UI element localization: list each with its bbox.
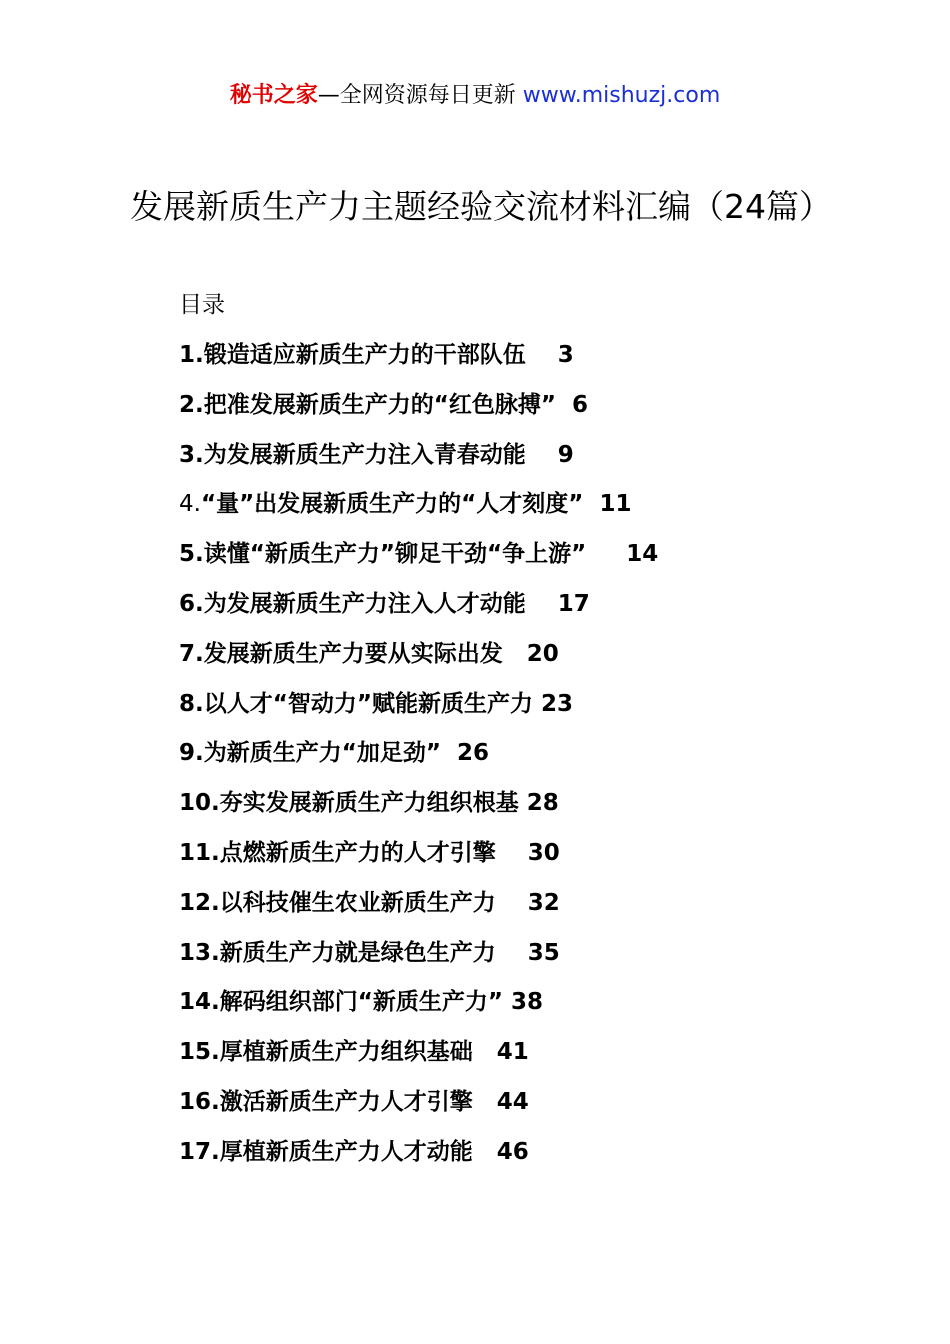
toc-item-page: 44 — [496, 1088, 529, 1115]
toc-item-gap — [503, 641, 527, 667]
toc-item-number: 16. — [179, 1088, 220, 1115]
toc-item-number: 7. — [179, 640, 204, 667]
toc-item-gap — [526, 342, 558, 368]
toc-item-number: 4. — [179, 491, 201, 518]
toc-item-page: 23 — [541, 690, 574, 717]
toc-item-page: 20 — [526, 640, 559, 667]
toc-item — [179, 1135, 658, 1185]
toc-item-gap — [496, 840, 528, 866]
toc-item-title: 以人才“智动力”赋能新质生产力 — [203, 690, 533, 717]
toc-item-number: 8. — [179, 690, 204, 717]
toc-heading: 目录 — [179, 292, 225, 318]
toc-item — [179, 836, 658, 886]
toc-item-gap — [519, 790, 527, 816]
toc-item-page: 14 — [626, 541, 659, 568]
toc-item-number: 9. — [179, 740, 204, 767]
toc-item-number: 2. — [179, 391, 204, 418]
toc-item-gap — [526, 591, 558, 617]
toc-item-gap — [473, 1089, 497, 1115]
toc-item-gap — [441, 740, 457, 766]
toc-item-number: 5. — [179, 541, 204, 568]
toc-item-title: 厚植新质生产力组织基础 — [219, 1039, 473, 1066]
toc-item-page: 46 — [496, 1138, 529, 1165]
toc-item-number: 6. — [179, 590, 204, 617]
toc-item-title: 读懂“新质生产力”铆足干劲“争上游” — [203, 541, 587, 568]
toc-item-page: 28 — [526, 790, 559, 817]
toc-item-title: 激活新质生产力人才引擎 — [219, 1088, 473, 1115]
toc-item-page: 9 — [557, 441, 574, 468]
toc-item — [179, 537, 658, 587]
toc-item-number: 10. — [179, 790, 220, 817]
toc-item — [179, 886, 658, 936]
toc-item-number: 3. — [179, 441, 204, 468]
toc-item-title: 为发展新质生产力注入人才动能 — [203, 590, 526, 617]
toc-item-page: 35 — [527, 939, 560, 966]
toc-item-number: 1. — [179, 342, 204, 368]
toc-item-title: 点燃新质生产力的人才引擎 — [219, 839, 496, 866]
toc-item — [179, 487, 658, 537]
toc-item-gap — [586, 541, 626, 567]
toc-item-number: 17. — [179, 1138, 220, 1165]
toc-item — [179, 438, 658, 488]
toc-item-title: 夯实发展新质生产力组织根基 — [219, 790, 519, 817]
toc-item — [179, 687, 658, 737]
toc-item — [179, 637, 658, 687]
toc-item — [179, 736, 658, 786]
toc-item-title: 为新质生产力“加足劲” — [203, 740, 441, 767]
toc-item-page: 17 — [557, 590, 590, 617]
site-header — [0, 80, 950, 112]
toc-item-title: 为发展新质生产力注入青春动能 — [203, 441, 526, 468]
toc-item-page: 41 — [496, 1039, 529, 1066]
toc-item-gap — [556, 392, 572, 418]
toc-item-page: 26 — [457, 740, 490, 767]
toc-item-gap — [526, 442, 558, 468]
toc-item-title: 锻造适应新质生产力的干部队伍 — [203, 342, 526, 368]
toc-item-page: 6 — [572, 391, 589, 418]
toc-item-number: 12. — [179, 889, 220, 916]
toc-item-number: 15. — [179, 1039, 220, 1066]
toc-item-gap — [533, 691, 541, 717]
document-title: 发展新质生产力主题经验交流材料汇编（24篇） — [130, 187, 832, 226]
toc-item — [179, 587, 658, 637]
toc-item — [179, 1035, 658, 1085]
toc-item-gap — [473, 1139, 497, 1165]
toc-item — [179, 936, 658, 986]
brand-name: 秘书之家 — [229, 83, 318, 108]
toc-item-page: 11 — [599, 491, 632, 518]
toc-item-page: 30 — [527, 839, 560, 866]
toc-item-title: 把准发展新质生产力的“红色脉搏” — [203, 391, 556, 418]
table-of-contents — [179, 338, 658, 1185]
toc-item-gap — [496, 940, 528, 966]
toc-item-number: 13. — [179, 939, 220, 966]
toc-item-gap — [583, 491, 599, 517]
toc-item-gap — [503, 989, 511, 1015]
toc-item-title: 解码组织部门“新质生产力” — [219, 989, 503, 1016]
toc-item-title: 发展新质生产力要从实际出发 — [203, 640, 503, 667]
toc-item — [179, 388, 658, 438]
toc-item — [179, 985, 658, 1035]
toc-item — [179, 1085, 658, 1135]
toc-item-number: 11. — [179, 839, 220, 866]
toc-item-title: 以科技催生农业新质生产力 — [219, 889, 496, 916]
toc-item-title: “量”出发展新质生产力的“人才刻度” — [200, 491, 584, 518]
toc-item-title: 厚植新质生产力人才动能 — [219, 1138, 473, 1165]
site-url-link[interactable]: www.mishuzj.com — [522, 83, 721, 108]
toc-item-page: 3 — [557, 342, 574, 368]
toc-item-number: 14. — [179, 989, 220, 1016]
toc-item-gap — [473, 1039, 497, 1065]
toc-item-page: 32 — [527, 889, 560, 916]
toc-item-gap — [496, 890, 528, 916]
header-tagline: —全网资源每日更新 — [317, 83, 516, 108]
toc-item-page: 38 — [511, 989, 544, 1016]
toc-item — [179, 338, 658, 388]
toc-item-title: 新质生产力就是绿色生产力 — [219, 939, 496, 966]
toc-item — [179, 786, 658, 836]
